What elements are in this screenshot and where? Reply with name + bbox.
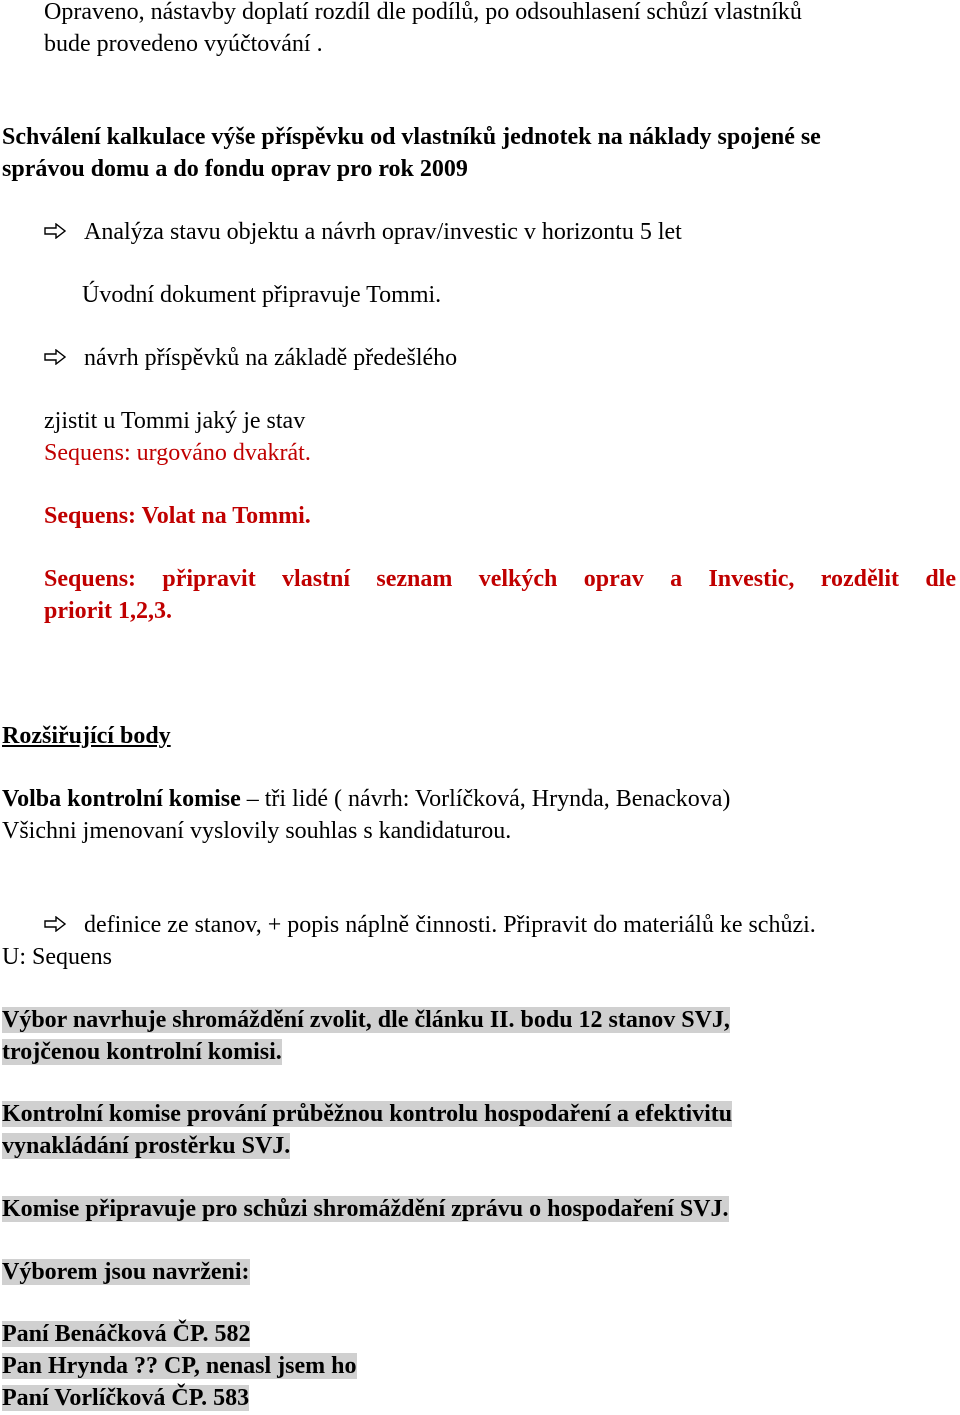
word: Investic, xyxy=(708,566,795,592)
highlight: Výborem jsou navrženi: xyxy=(2,1259,250,1285)
word: oprav xyxy=(583,566,644,592)
sequens-urgovano: Sequens: urgováno dvakrát. xyxy=(44,440,311,466)
highlight: Paní Vorlíčková ČP. 583 xyxy=(2,1385,250,1411)
kalkulace-heading-line-1: Schválení kalkulace výše příspěvku od vlastníků jednotek na náklady spojené se xyxy=(2,124,821,150)
highlight: vynakládání prostěrku SVJ. xyxy=(2,1133,291,1159)
vybor-navrhuje-line-1 xyxy=(2,1004,730,1036)
hollow-right-arrow-icon xyxy=(44,349,66,365)
word: připravit xyxy=(162,566,256,592)
komise-pripravuje xyxy=(2,1193,729,1225)
bullet-analyza xyxy=(44,216,682,248)
word: vlastní xyxy=(282,566,351,592)
bullet-definice xyxy=(44,909,816,941)
highlight: Výbor navrhuje shromáždění zvolit, dle článku II. bodu 12 stanov SVJ, xyxy=(2,1007,730,1033)
bullet-definice-text: definice ze stanov, + popis náplně činnosti. Připravit do materiálů ke schůzi. xyxy=(84,912,816,938)
kontrolni-komise-line-1 xyxy=(2,1098,732,1130)
word: dle xyxy=(925,566,956,592)
word: seznam xyxy=(376,566,453,592)
word: a xyxy=(670,566,683,592)
sequens-volat: Sequens: Volat na Tommi. xyxy=(44,503,311,529)
u-sequens: U: Sequens xyxy=(2,944,112,970)
sequens-pripravit-line-2: priorit 1,2,3. xyxy=(44,598,172,624)
souhlas-line: Všichni jmenovaní vyslovily souhlas s kandidaturou. xyxy=(2,818,512,844)
sequens-pripravit-line-1 xyxy=(44,563,956,595)
volba-kontrolni-komise xyxy=(2,783,730,815)
highlight: Paní Benáčková ČP. 582 xyxy=(2,1321,251,1347)
word: Sequens: xyxy=(44,566,137,592)
kontrolni-komise-line-2 xyxy=(2,1130,290,1162)
highlight: Pan Hrynda ?? CP, nenasl jsem ho xyxy=(2,1353,357,1379)
vybor-navrhuje-line-2 xyxy=(2,1036,282,1068)
word: rozdělit xyxy=(820,566,899,592)
highlight: trojčenou kontrolní komisi. xyxy=(2,1039,282,1065)
kalkulace-heading-line-2: správou domu a do fondu oprav pro rok 2009 xyxy=(2,156,468,182)
hollow-right-arrow-icon xyxy=(44,223,66,239)
section-heading-rozsirujici-body: Rozšiřující body xyxy=(2,723,171,749)
word: velkých xyxy=(478,566,558,592)
note-uvodni-dokument: Úvodní dokument připravuje Tommi. xyxy=(82,282,442,308)
bullet-analyza-text: Analýza stavu objektu a návrh oprav/investic v horizontu 5 let xyxy=(84,219,682,245)
volba-label: Volba kontrolní komise xyxy=(2,786,241,812)
top-line-2: bude provedeno vyúčtování . xyxy=(44,31,323,57)
note-zjistit-stav: zjistit u Tommi jaký je stav xyxy=(44,408,306,434)
vyborem-navrzeni xyxy=(2,1256,250,1288)
volba-detail: – tři lidé ( návrh: Vorlíčková, Hrynda, Benackova) xyxy=(240,786,731,812)
person-benackova xyxy=(2,1318,250,1350)
top-line-1: Opraveno, nástavby doplatí rozdíl dle podílů, po odsouhlasení schůzí vlastníků xyxy=(44,0,802,25)
person-hrynda xyxy=(2,1350,357,1382)
bullet-navrh-prispevku-text: návrh příspěvků na základě předešlého xyxy=(84,345,458,371)
hollow-right-arrow-icon xyxy=(44,916,66,932)
person-vorlickova xyxy=(2,1382,249,1414)
highlight: Kontrolní komise prování průběžnou kontrolu hospodaření a efektivitu xyxy=(2,1101,733,1127)
highlight: Komise připravuje pro schůzi shromáždění zprávu o hospodaření SVJ. xyxy=(2,1196,729,1222)
bullet-navrh-prispevku xyxy=(44,342,457,374)
